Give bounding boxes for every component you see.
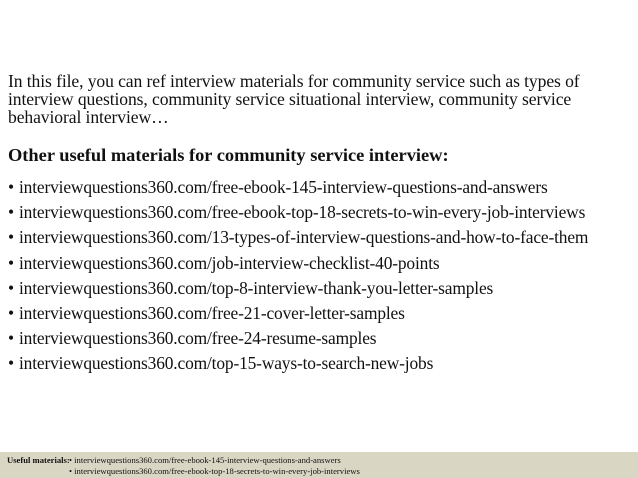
footer-link-text[interactable]: interviewquestions360.com/free-ebook-top-18-secrets-to-win-every-job-interviews xyxy=(74,466,360,476)
link-text[interactable]: interviewquestions360.com/free-24-resume-samples xyxy=(19,328,377,349)
list-item[interactable] xyxy=(8,301,634,326)
list-item[interactable] xyxy=(8,200,634,225)
bullet-icon: • xyxy=(8,177,14,197)
bullet-icon: • xyxy=(8,227,14,248)
footer-bullet-icon: • xyxy=(69,466,73,476)
list-item[interactable] xyxy=(8,326,634,351)
footer-link-text[interactable]: interviewquestions360.com/free-ebook-145-interview-questions-and-answers xyxy=(74,455,341,465)
footer-label-text: Useful materials xyxy=(7,455,67,465)
intro-paragraph: In this file, you can ref interview materials for community service such as types of interview questions, community service situational interview, community service behavioral interview… xyxy=(8,71,580,127)
footer-label-separator: : xyxy=(66,455,70,465)
bullet-icon: • xyxy=(8,202,14,223)
footer-link-list xyxy=(66,455,360,477)
link-text[interactable]: interviewquestions360.com/job-interview-checklist-40-points xyxy=(19,252,440,273)
bullet-icon: • xyxy=(8,277,14,298)
list-item[interactable] xyxy=(8,276,634,301)
bullet-icon: • xyxy=(8,303,14,324)
bullet-icon: • xyxy=(8,353,14,374)
link-text[interactable]: interviewquestions360.com/free-21-cover-letter-samples xyxy=(19,303,405,324)
link-text[interactable]: interviewquestions360.com/top-15-ways-to-search-new-jobs xyxy=(19,353,434,374)
list-item[interactable] xyxy=(8,251,634,276)
list-item[interactable] xyxy=(8,225,634,250)
bullet-icon: • xyxy=(8,252,14,273)
link-text[interactable]: interviewquestions360.com/free-ebook-top-18-secrets-to-win-every-job-interviews xyxy=(19,202,586,223)
bullet-icon: • xyxy=(8,328,14,349)
footer-list-item[interactable] xyxy=(69,466,360,477)
footer-bullet-icon: • xyxy=(69,455,73,465)
materials-link-list xyxy=(8,175,634,377)
footer-label xyxy=(7,455,73,466)
link-text[interactable]: interviewquestions360.com/free-ebook-145-interview-questions-and-answers xyxy=(19,177,548,197)
list-item[interactable] xyxy=(8,175,634,200)
footer-bar xyxy=(0,452,638,478)
footer-list-item[interactable] xyxy=(66,455,360,466)
materials-heading: Other useful materials for community service interview: xyxy=(8,145,449,165)
list-item[interactable] xyxy=(8,351,634,376)
link-text[interactable]: interviewquestions360.com/13-types-of-interview-questions-and-how-to-face-them xyxy=(19,227,589,248)
link-text[interactable]: interviewquestions360.com/top-8-interview-thank-you-letter-samples xyxy=(19,277,494,298)
